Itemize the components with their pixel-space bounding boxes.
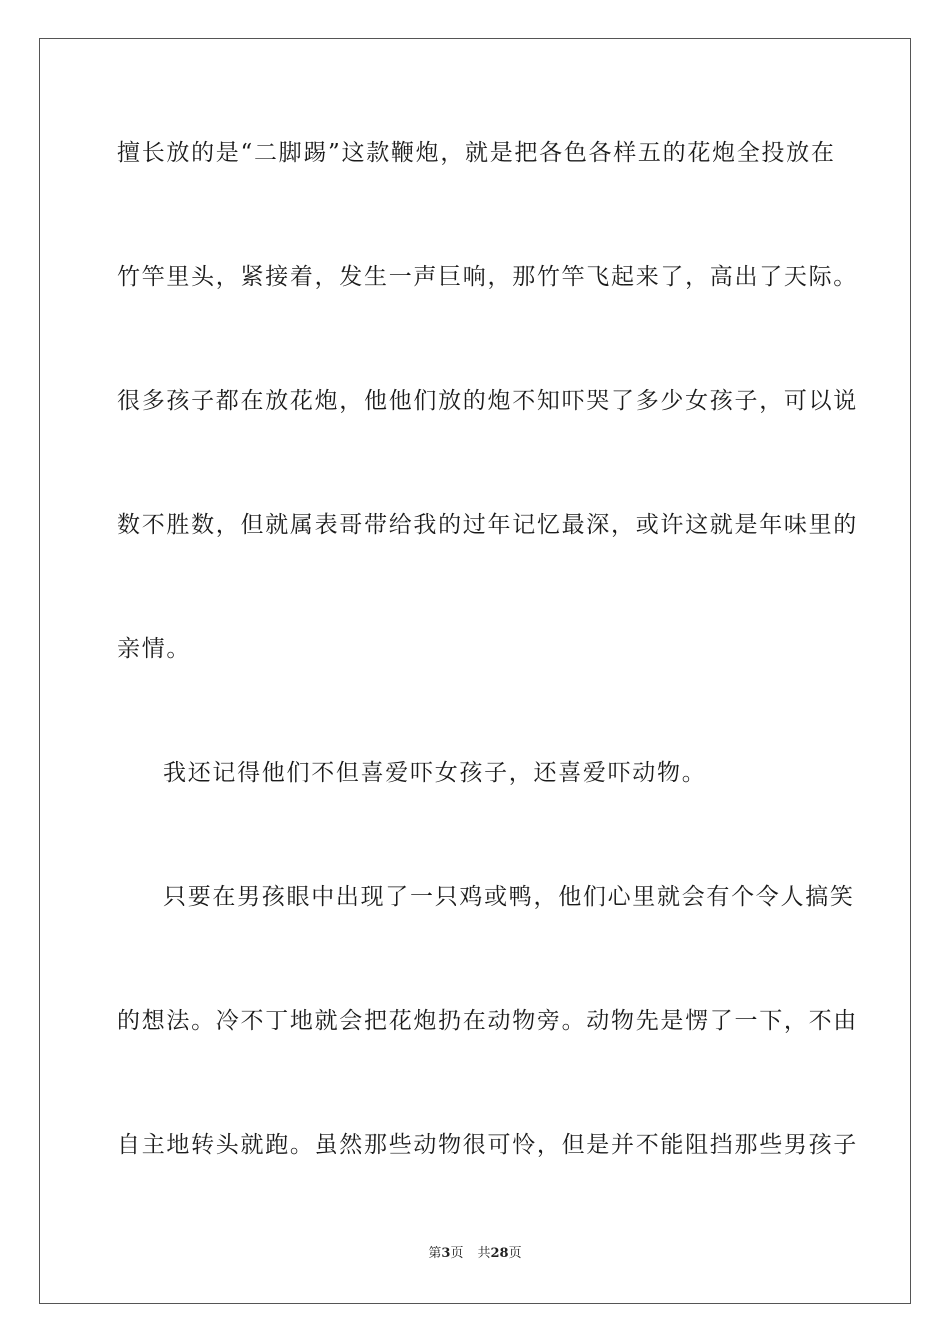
- text-line-1: 擅长放的是“二脚踢”这款鞭炮，就是把各色各样五的花炮全投放在: [117, 140, 836, 166]
- footer-total-prefix: 共: [477, 1246, 491, 1261]
- footer-page-number: 3: [441, 1246, 451, 1261]
- paragraph-indented-line-2: 只要在男孩眼中出现了一只鸡或鸭，他们心里就会有个令人搞笑: [163, 884, 855, 910]
- footer-total-pages: 28: [490, 1246, 509, 1261]
- text-line-2: 竹竿里头，紧接着，发生一声巨响，那竹竿飞起来了，高出了天际。: [117, 264, 858, 290]
- paragraph-indented-line-1: 我还记得他们不但喜爱吓女孩子，还喜爱吓动物。: [163, 760, 707, 786]
- footer-total-suffix: 页: [508, 1246, 522, 1261]
- text-line-5: 亲情。: [117, 636, 192, 662]
- text-line-8: 的想法。冷不丁地就会把花炮扔在动物旁。动物先是愣了一下，不由: [117, 1008, 858, 1034]
- page-border: [39, 38, 911, 1304]
- page-footer: [0, 1245, 950, 1263]
- text-line-3: 很多孩子都在放花炮，他他们放的炮不知吓哭了多少女孩子，可以说: [117, 388, 858, 414]
- text-line-4: 数不胜数，但就属表哥带给我的过年记忆最深，或许这就是年味里的: [117, 512, 858, 538]
- footer-page-suffix: 页: [450, 1246, 464, 1261]
- text-line-9: 自主地转头就跑。虽然那些动物很可怜，但是并不能阻挡那些男孩子: [117, 1132, 858, 1158]
- footer-page-prefix: 第: [428, 1246, 442, 1261]
